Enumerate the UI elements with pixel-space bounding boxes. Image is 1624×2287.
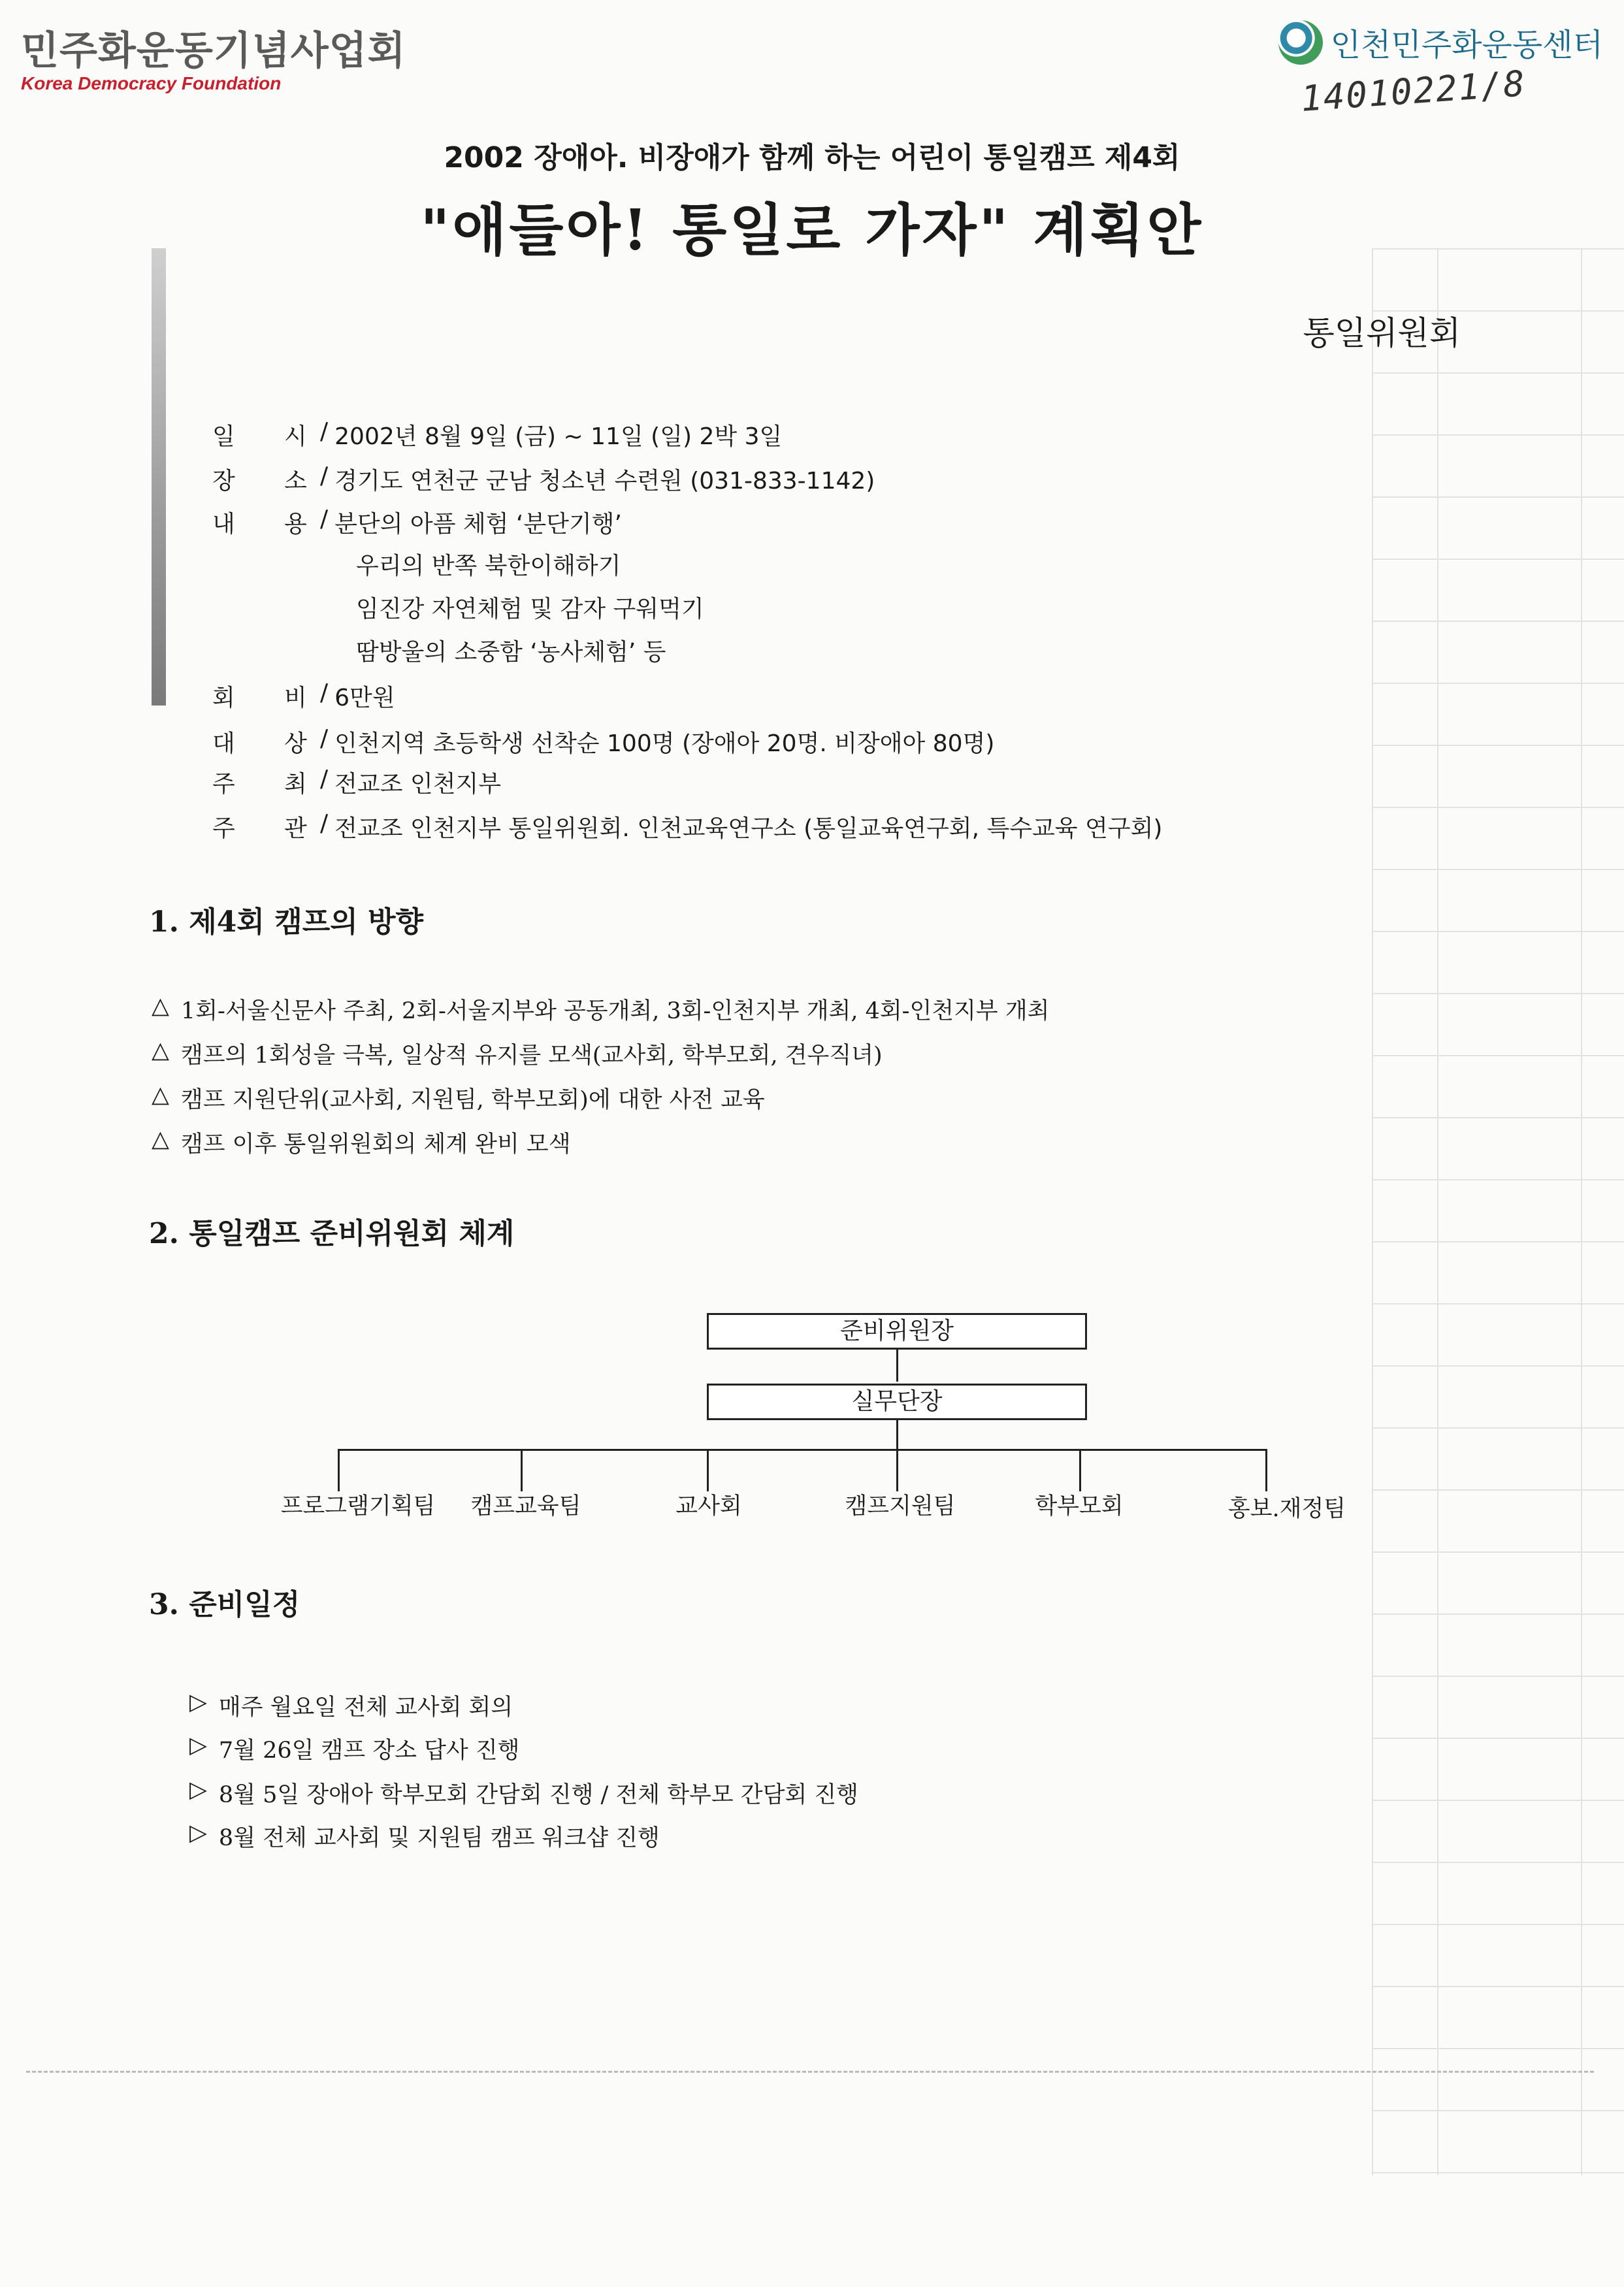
direction-item: △ 캠프 이후 통일위원회의 체계 완비 모색: [152, 1126, 571, 1158]
bleed-row-line: [1372, 621, 1624, 622]
org-drop-line: [338, 1449, 340, 1491]
bleed-row-line: [1372, 1303, 1624, 1305]
org-team: 교사회: [675, 1493, 742, 1519]
section-heading: 2. 통일캠프 준비위원회 체계: [149, 1217, 515, 1250]
section-heading: 3. 준비일정: [149, 1588, 300, 1621]
bleed-row-line: [1372, 807, 1624, 808]
bleed-row-line: [1372, 2172, 1624, 2173]
info-target: 대 상 / 인천지역 초등학생 선착순 100명 (장애아 20명. 비장애아 80명): [212, 725, 995, 757]
info-organizer: 주 관 / 전교조 인천지부 통일위원회. 인천교육연구소 (통일교육연구회, 특수교육 연구회): [212, 810, 1163, 842]
direction-item: △ 캠프 지원단위(교사회, 지원팀, 학부모회)에 대한 사전 교육: [152, 1082, 765, 1113]
bleed-row-line: [1372, 993, 1624, 994]
bleed-row-line: [1372, 1924, 1624, 1925]
play-triangle-icon: ▷: [189, 1732, 207, 1759]
bleed-through-table: [1307, 124, 1624, 2214]
kdf-logo: 민주화운동기념사업회: [21, 28, 406, 74]
play-triangle-icon: ▷: [189, 1777, 207, 1803]
page-fold-line: [26, 2071, 1594, 2073]
bleed-row-line: [1372, 1427, 1624, 1429]
icdc-logo: [1278, 20, 1603, 65]
bleed-row-line: [1372, 1241, 1624, 1242]
bleed-row-line: [1372, 1055, 1624, 1056]
info-place: 장 소 / 경기도 연천군 군남 청소년 수련원 (031-833-1142): [212, 462, 875, 495]
margin-gray-bar: [152, 248, 166, 706]
org-connector: [896, 1418, 898, 1450]
info-date: 일 시 / 2002년 8월 9일 (금) ~ 11일 (일) 2박 3일: [212, 418, 783, 450]
document-subtitle: 2002 장애아. 비장애가 함께 하는 어린이 통일캠프 제4회: [444, 141, 1180, 174]
bleed-row-line: [1372, 1365, 1624, 1367]
bleed-row-line: [1372, 496, 1624, 498]
icdc-logo-text: 인천민주화운동센터: [1330, 27, 1603, 63]
org-team: 캠프지원팀: [845, 1493, 956, 1519]
bleed-row-line: [1372, 559, 1624, 560]
handwritten-archive-code: 14010221/8: [1299, 63, 1527, 120]
org-team: 캠프교육팀: [470, 1493, 581, 1519]
org-drop-line: [521, 1449, 523, 1491]
schedule-item: ▷ 7월 26일 캠프 장소 답사 진행: [189, 1732, 520, 1764]
bleed-row-line: [1372, 1800, 1624, 1801]
org-drop-line: [896, 1449, 898, 1491]
triangle-icon: △: [152, 1037, 169, 1063]
bleed-row-line: [1372, 1986, 1624, 1987]
org-team: 프로그램기획팀: [280, 1493, 436, 1519]
org-drop-line: [1265, 1449, 1267, 1491]
bleed-row-line: [1372, 683, 1624, 684]
triangle-icon: △: [152, 1082, 169, 1108]
organizer-name: 통일위원회: [1303, 314, 1461, 352]
direction-item: △ 1회-서울신문사 주최, 2회-서울지부와 공동개최, 3회-인천지부 개최, 4회-인천지부 개최: [152, 993, 1050, 1024]
bleed-row-line: [1372, 1862, 1624, 1863]
org-drop-line: [1079, 1449, 1081, 1491]
bleed-row-line: [1372, 869, 1624, 870]
section-heading: 1. 제4회 캠프의 방향: [149, 905, 424, 939]
org-branch-line: [338, 1449, 1267, 1451]
bleed-row-line: [1372, 1117, 1624, 1118]
bleed-row-line: [1372, 1489, 1624, 1491]
info-content-line: 땀방울의 소중함 ‘농사체험’ 등: [356, 639, 666, 666]
icdc-emblem-icon: [1278, 20, 1323, 65]
org-chair-box: 준비위원장: [707, 1313, 1087, 1350]
schedule-item: ▷ 매주 월요일 전체 교사회 회의: [189, 1689, 513, 1721]
schedule-item: ▷ 8월 전체 교사회 및 지원팀 캠프 워크샵 진행: [189, 1820, 660, 1851]
bleed-row-line: [1372, 1738, 1624, 1739]
org-manager-box: 실무단장: [707, 1384, 1087, 1420]
org-drop-line: [707, 1449, 709, 1491]
org-team: 학부모회: [1035, 1493, 1124, 1519]
info-fee: 회 비 / 6만원: [212, 679, 395, 711]
triangle-icon: △: [152, 993, 169, 1019]
direction-item: △ 캠프의 1회성을 극복, 일상적 유지를 모색(교사회, 학부모회, 견우직녀): [152, 1037, 883, 1069]
bleed-col-line: [1372, 248, 1373, 2175]
bleed-col-line: [1581, 248, 1582, 2175]
bleed-row-line: [1372, 745, 1624, 746]
bleed-row-line: [1372, 1179, 1624, 1180]
bleed-row-line: [1372, 372, 1624, 374]
triangle-icon: △: [152, 1126, 169, 1152]
org-team: 홍보.재정팀: [1227, 1496, 1346, 1522]
document-title: "애들아! 통일로 가자" 계획안: [420, 197, 1204, 263]
bleed-col-line: [1437, 248, 1438, 2175]
info-content-line: 우리의 반쪽 북한이해하기: [356, 553, 621, 579]
bleed-row-line: [1372, 1676, 1624, 1677]
schedule-item: ▷ 8월 5일 장애아 학부모회 간담회 진행 / 전체 학부모 간담회 진행: [189, 1777, 858, 1808]
info-content-line: 임진강 자연체험 및 감자 구워먹기: [356, 596, 704, 623]
bleed-row-line: [1372, 2110, 1624, 2111]
bleed-row-line: [1372, 1614, 1624, 1615]
play-triangle-icon: ▷: [189, 1820, 207, 1846]
info-content: 내 용 / 분단의 아픔 체험 ‘분단기행’: [212, 506, 622, 538]
bleed-row-line: [1372, 2048, 1624, 2049]
kdf-logo-english: Korea Democracy Foundation: [21, 73, 282, 93]
bleed-row-line: [1372, 931, 1624, 932]
play-triangle-icon: ▷: [189, 1689, 207, 1715]
info-host: 주 최 / 전교조 인천지부: [212, 766, 502, 798]
bleed-row-line: [1372, 1551, 1624, 1553]
bleed-row-line: [1372, 434, 1624, 436]
